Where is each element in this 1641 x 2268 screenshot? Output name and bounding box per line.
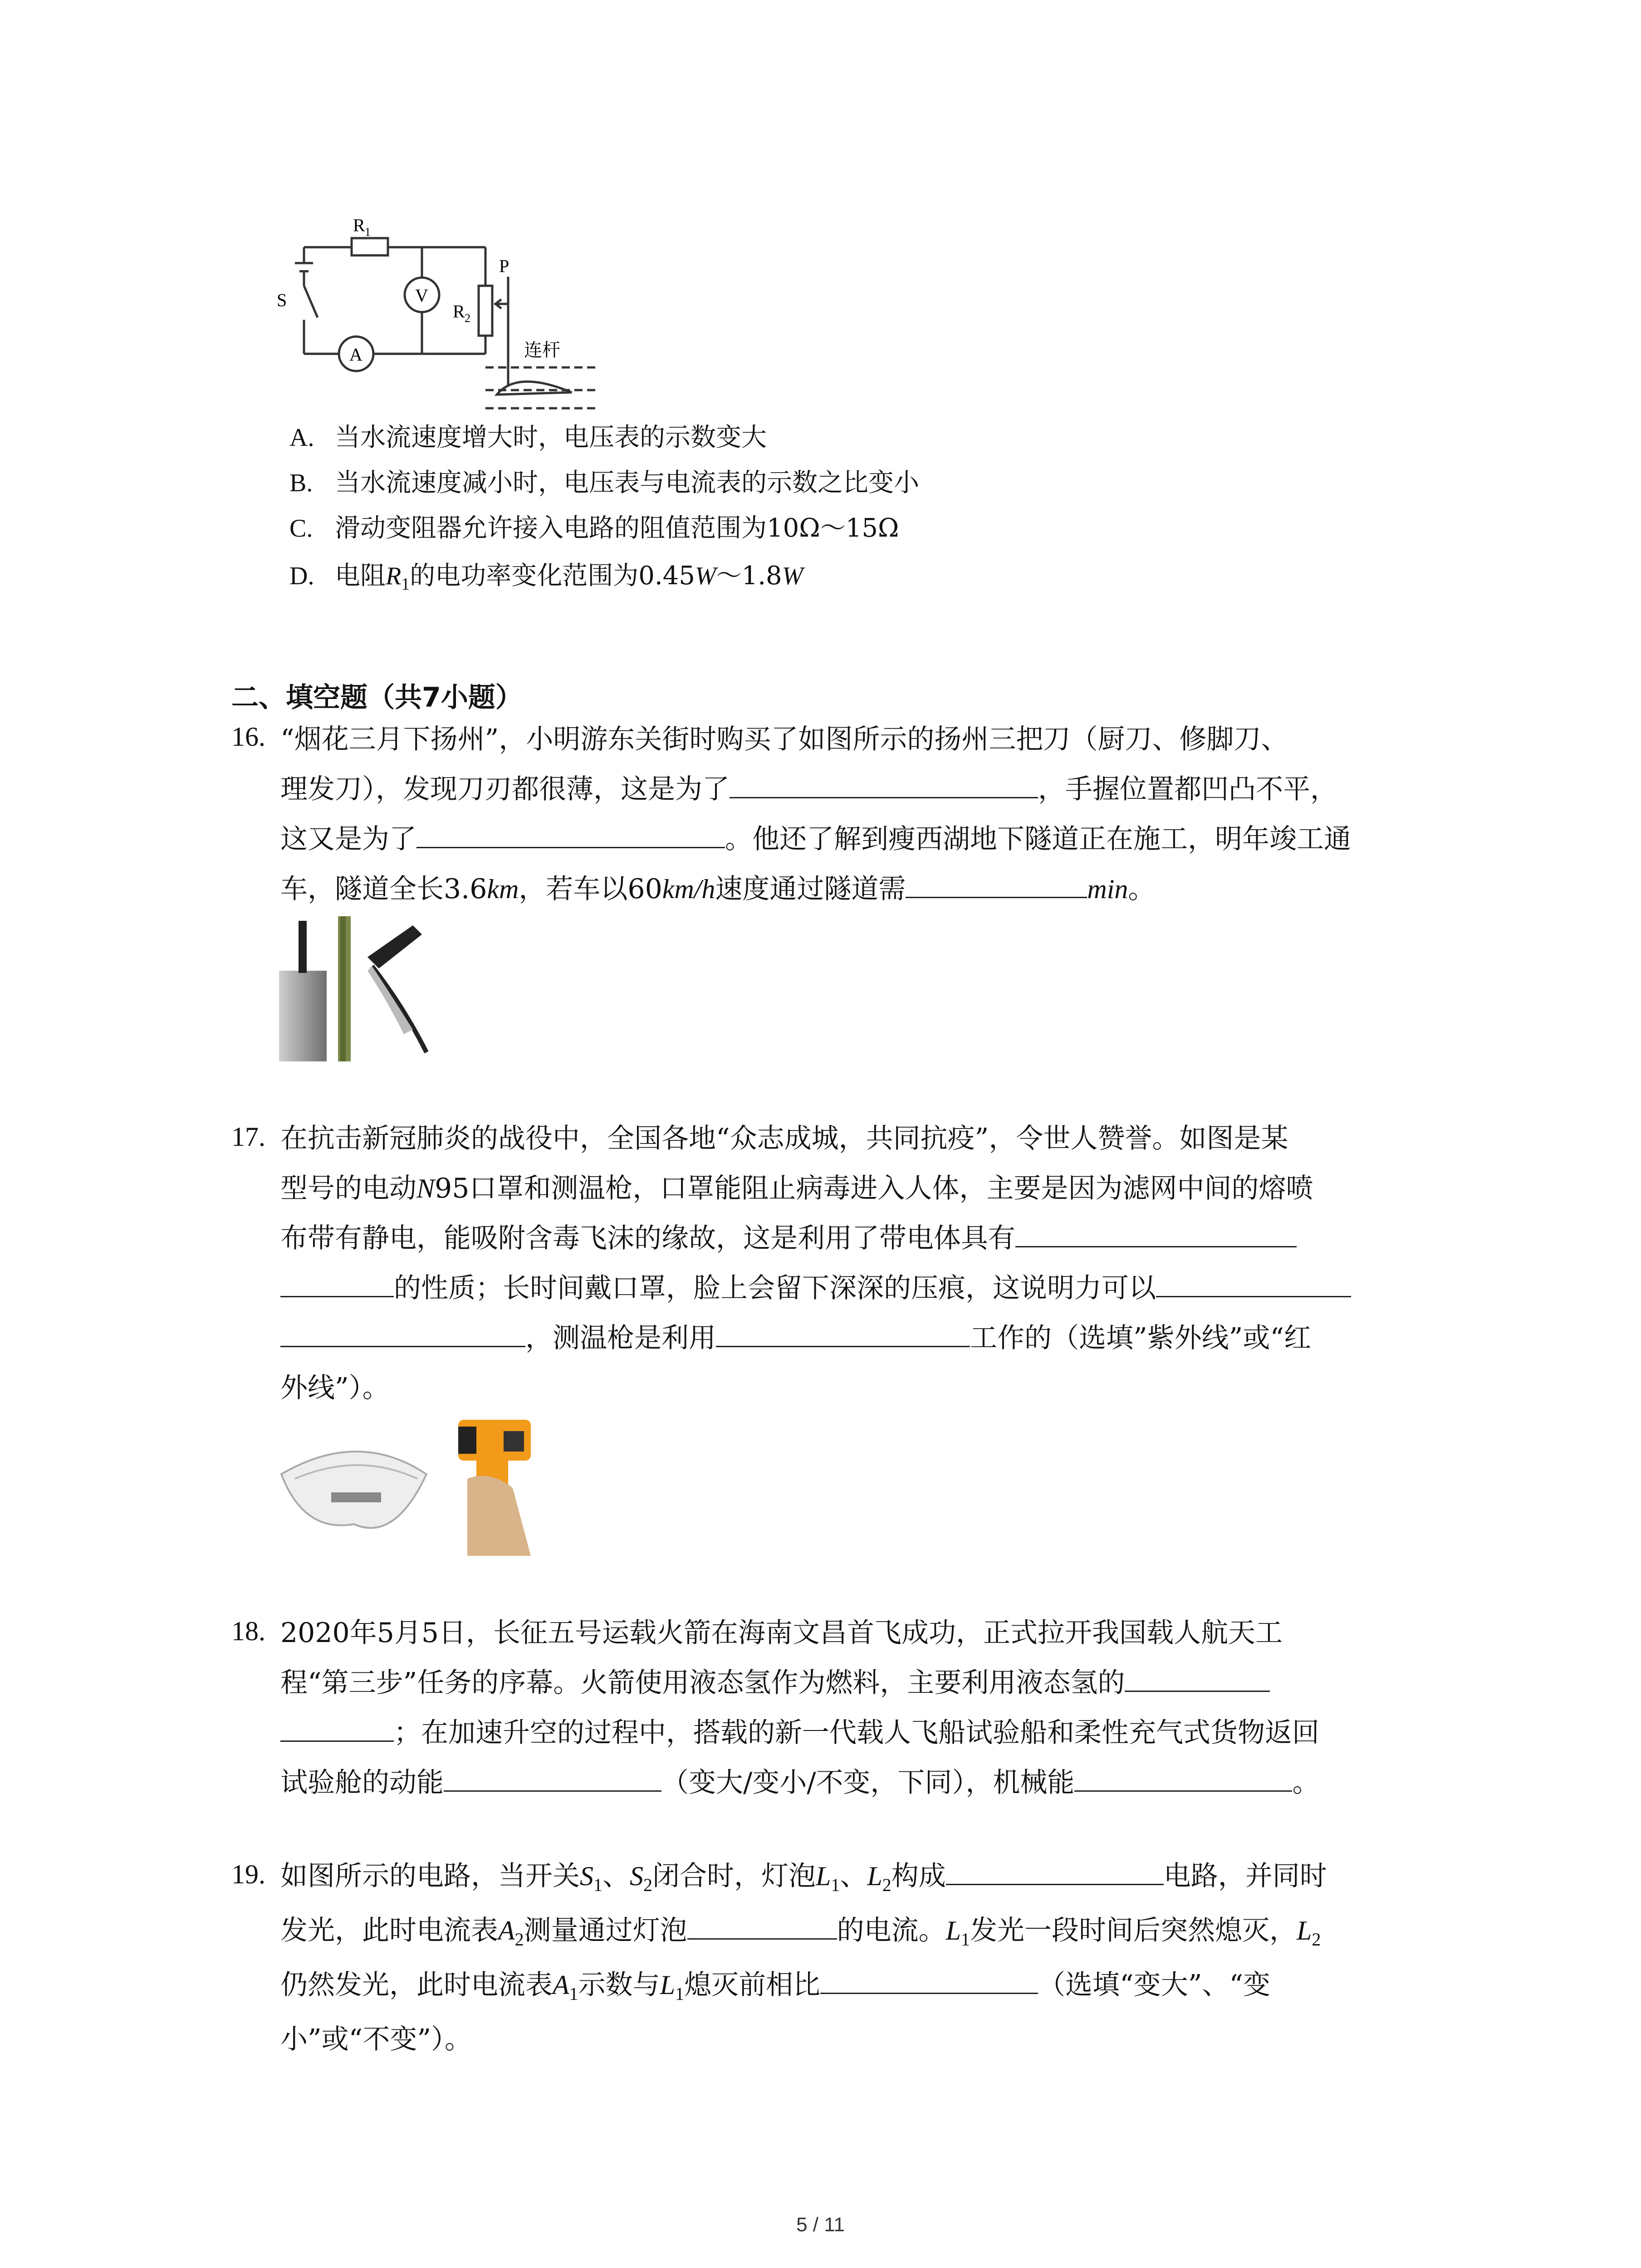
label-s: S: [277, 290, 287, 310]
blank[interactable]: [280, 1714, 394, 1742]
resistor-r2: [479, 286, 492, 336]
page-number: 5 / 11: [796, 2214, 845, 2236]
knives-photo: [277, 916, 463, 1070]
label-r2: R: [453, 301, 465, 322]
label-a: A: [349, 344, 362, 365]
blank[interactable]: [280, 1320, 525, 1347]
blank[interactable]: [280, 1270, 394, 1297]
option-d: D. 电阻$R_1$的电功率变化范围为0.45W～1.8W: [289, 561, 803, 594]
blank[interactable]: [687, 1912, 837, 1940]
exam-page: R 1 R 2 P S V A 连杆 A. 当水流速度增大时，电压表的示数变大 B. 当水流速度减小时，电压表与电流表的示数之比变小 C. 滑动变阻器允许接入电路的阻值范围为10Ω～15Ω D. 电阻$R_1$的电功率变化范围为0.45W～1.8W 二、填空题（共7小题） 16. “烟花三月下扬州”，小明游东关街时购买了如图所示的扬州三把刀（厨刀、修脚刀、 理发刀），发现刀刃都很薄，这是为了 ，手握位置都凹凸不平， 这又是为了 。他还了解到瘦西湖地下隧道正在施工，明年竣工通 车，隧道全长3.6km，若车以60km/h速度通过隧道需 min。 17. 在抗击新冠肺炎的战役中，全国各地“众志成城，共同抗疫”，令世人赞誉。如图是某 型号的电动N95口罩和测温枪，口罩能阻止病毒进入人体，主要是因为滤网中间的熔喷 布带有静电，能吸附含毒飞沫的缘故，这是利用了带电体具有 的性质；长时间戴口罩，脸上会留下深深的压痕，这说明力可以 ，测温枪是利用 工作的（选填”紫外线”或“红 外线”）。 18. 2020年5月5日，长征五号运载火箭在海南文昌首飞成功，正式拉开我国载人航天工 程“第三步”任务的序幕。火箭使用液态氢作为燃料，主要利用液态氢的 ；在加速升空的过程中，搭载的新一代载人飞船试验船和柔性充气式货物返回 试验舱的动能 （变大/变小/不变，下同），机械能 。 19. 如图所示的电路，当开关$S_1$、$S_2$闭合时，灯泡$L_1$、$L_2$构成 电路，并同时 发光，此时电流表$A_2$测量通过灯泡 的电流。$L_1$发光一段时间后突然熄灭，$L_2$ 仍然发光，此时电流表$A_1$示数与$L_1$熄灭前相比 （选填“变大”、“变 小”或“不变”）。 5 / 11: [0, 0, 1641, 2268]
option-a: A. 当水流速度增大时，电压表的示数变大: [289, 423, 767, 452]
blank[interactable]: [444, 1764, 661, 1792]
svg-text:2: 2: [465, 312, 470, 325]
blank[interactable]: [820, 1966, 1038, 1994]
blank[interactable]: [1074, 1764, 1292, 1792]
svg-text:1: 1: [365, 225, 371, 239]
resistor-r1: [352, 238, 388, 255]
label-p: P: [499, 256, 509, 276]
mask-and-thermometer-photo: [277, 1411, 576, 1556]
label-v: V: [415, 285, 428, 306]
option-b: B. 当水流速度减小时，电压表与电流表的示数之比变小: [289, 468, 919, 498]
blank[interactable]: [906, 870, 1087, 898]
blank[interactable]: [1125, 1664, 1270, 1692]
section-title: 二、填空题（共7小题）: [231, 682, 523, 714]
blank[interactable]: [1156, 1270, 1351, 1297]
option-c: C. 滑动变阻器允许接入电路的阻值范围为10Ω～15Ω: [289, 513, 899, 543]
blank[interactable]: [946, 1857, 1164, 1885]
label-r1: R: [353, 215, 365, 235]
blank[interactable]: [1015, 1220, 1297, 1247]
circuit-diagram: [272, 213, 617, 426]
blank[interactable]: [716, 1320, 970, 1347]
label-rod: 连杆: [524, 340, 560, 361]
blank[interactable]: [730, 771, 1038, 798]
blank[interactable]: [416, 821, 725, 848]
